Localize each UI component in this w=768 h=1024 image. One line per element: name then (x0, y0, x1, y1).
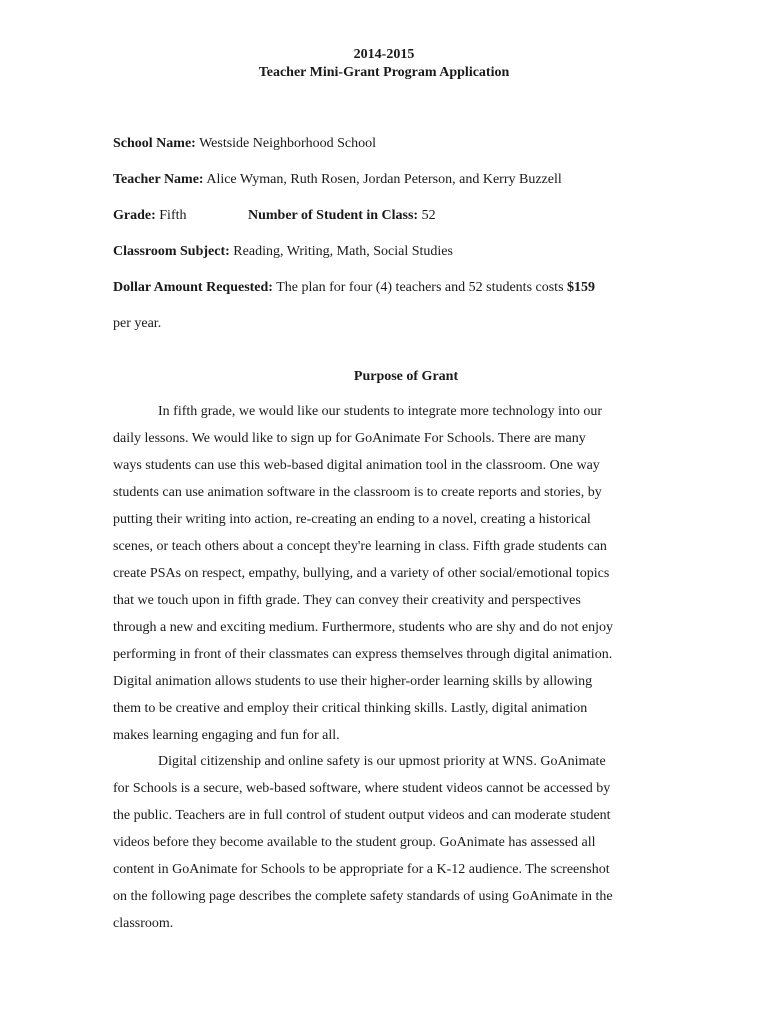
paragraph-line: In fifth grade, we would like our students to integrate more technology into our (158, 404, 603, 419)
paragraph-line: classroom. (113, 916, 174, 931)
grade-value: Fifth (159, 208, 187, 223)
dollar-amount-label: Dollar Amount Requested: (113, 280, 273, 295)
subject-label: Classroom Subject: (113, 244, 230, 259)
num-students-field (248, 208, 436, 224)
teacher-name-field (113, 172, 562, 188)
teacher-name-value: Alice Wyman, Ruth Rosen, Jordan Peterson, and Kerry Buzzell (206, 172, 562, 187)
paragraph-line: ways students can use this web-based digital animation tool in the classroom. One way (113, 458, 600, 473)
paragraph-line: scenes, or teach others about a concept they're learning in class. Fifth grade students can (113, 539, 607, 554)
dollar-amount-suffix: per year. (113, 316, 162, 331)
section-title-purpose: Purpose of Grant (353, 369, 459, 384)
paragraph-line: Digital citizenship and online safety is our upmost priority at WNS. GoAnimate (158, 754, 606, 769)
dollar-amount-text: The plan for four (4) teachers and 52 students costs (276, 280, 564, 295)
paragraph-line: create PSAs on respect, empathy, bullying, and a variety of other social/emotional topics (113, 566, 610, 581)
paragraph-line: putting their writing into action, re-creating an ending to a novel, creating a historical (113, 512, 591, 527)
paragraph-line: performing in front of their classmates can express themselves through digital animation. (113, 647, 613, 662)
num-students-value: 52 (421, 208, 436, 223)
paragraph-line: that we touch upon in fifth grade. They can convey their creativity and perspectives (113, 593, 581, 608)
dollar-amount-field (113, 280, 595, 296)
dollar-amount-value: $159 (567, 280, 596, 295)
paragraph-line: content in GoAnimate for Schools to be appropriate for a K-12 audience. The screenshot (113, 862, 610, 877)
subject-value: Reading, Writing, Math, Social Studies (233, 244, 453, 259)
paragraph-line: videos before they become available to the student group. GoAnimate has assessed all (113, 835, 596, 850)
school-name-label: School Name: (113, 136, 196, 151)
grade-field (113, 208, 187, 224)
paragraph-line: the public. Teachers are in full control of student output videos and can moderate student (113, 808, 611, 823)
paragraph-line: for Schools is a secure, web-based software, where student videos cannot be accessed by (113, 781, 611, 796)
paragraph-line: through a new and exciting medium. Furthermore, students who are shy and do not enjoy (113, 620, 614, 635)
paragraph-line: on the following page describes the complete safety standards of using GoAnimate in the (113, 889, 613, 904)
paragraph-line: students can use animation software in the classroom is to create reports and stories, by (113, 485, 602, 500)
header-year: 2014-2015 (353, 47, 415, 62)
grade-label: Grade: (113, 208, 156, 223)
teacher-name-label: Teacher Name: (113, 172, 204, 187)
paragraph-line: them to be creative and employ their critical thinking skills. Lastly, digital animation (113, 701, 588, 716)
school-name-field (113, 136, 376, 152)
paragraph-line: daily lessons. We would like to sign up for GoAnimate For Schools. There are many (113, 431, 586, 446)
school-name-value: Westside Neighborhood School (199, 136, 377, 151)
num-students-label: Number of Student in Class: (248, 208, 419, 223)
header-title: Teacher Mini-Grant Program Application (258, 65, 510, 80)
dollar-amount-continuation (113, 316, 161, 332)
paragraph-line: Digital animation allows students to use their higher-order learning skills by allowing (113, 674, 593, 689)
subject-field (113, 244, 453, 260)
paragraph-line: makes learning engaging and fun for all. (113, 728, 340, 743)
